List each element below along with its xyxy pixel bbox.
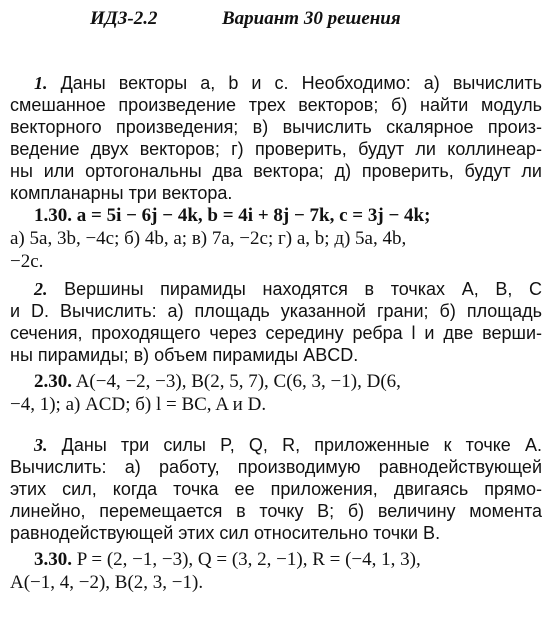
problem-2-statement <box>10 278 542 366</box>
problem-3-statement <box>10 434 542 544</box>
problem-1-number: 1. <box>34 73 48 93</box>
task-2-number: 2.30. <box>34 371 72 392</box>
task-1-line: −2c. <box>10 251 44 272</box>
problem-1-line: 1. Даны векторы a, b и c. Необходимо: а) вычислить <box>34 73 542 93</box>
problem-2-line: и D. Вычислить: а) площадь указанной грани; б) площадь <box>10 301 542 321</box>
task-2-line: −4, 1); а) ACD; б) l = BC, A и D. <box>10 394 267 415</box>
problem-3-number: 3. <box>34 435 48 455</box>
task-3-line: 3.30. P = (2, −1, −3), Q = (3, 2, −1), R = (−4, 1, 3), <box>34 549 421 570</box>
task-1-line: а) 5a, 3b, −4c; б) 4b, a; в) 7a, −2c; г) a, b; д) 5a, 4b, <box>10 228 407 249</box>
problem-3-line: 3. Даны три силы P, Q, R, приложенные к точке A. <box>34 435 542 455</box>
task-2-line: 2.30. A(−4, −2, −3), B(2, 5, 7), C(6, 3, −1), D(6, <box>34 371 401 392</box>
problem-3-line: этих сил, когда точка ее приложения, двигаясь прямо- <box>10 479 542 499</box>
task-3-line: A(−1, 4, −2), B(2, 3, −1). <box>10 572 204 593</box>
assignment-code: ИДЗ-2.2 <box>90 8 158 29</box>
task-2-30 <box>10 370 542 416</box>
problem-1-line: смешанное произведение трех векторов; б) найти модуль <box>10 95 542 115</box>
problem-3-line: Вычислить: а) работу, производимую равнодействующей <box>10 457 542 477</box>
problem-2-line: 2. Вершины пирамиды находятся в точках A, B, C <box>34 279 542 299</box>
problem-1-line: ведение двух векторов; г) проверить, будут ли коллинеар- <box>10 139 542 159</box>
problem-1-statement <box>10 72 542 204</box>
problem-1-line: компланарны три вектора. <box>10 183 233 203</box>
task-1-line: 1.30. a = 5i − 6j − 4k, b = 4i + 8j − 7k, c = 3j − 4k; <box>34 205 431 226</box>
problem-3-line: равнодействующей этих сил относительно точки B. <box>10 523 441 543</box>
problem-1-line: векторного произведения; в) вычислить скалярное произ- <box>10 117 542 137</box>
variant-title: Вариант 30 решения <box>222 8 401 29</box>
task-1-number: 1.30. <box>34 205 72 226</box>
problem-2-number: 2. <box>34 279 48 299</box>
problem-3-line: линейно, перемещается в точку B; б) величину момента <box>10 501 542 521</box>
problem-2-line: сечения, проходящего через середину ребра l и две верши- <box>10 323 542 343</box>
task-3-30 <box>10 548 542 594</box>
problem-2-line: ны пирамиды; в) объем пирамиды ABCD. <box>10 345 359 365</box>
task-1-30 <box>10 204 542 273</box>
task-3-number: 3.30. <box>34 549 72 570</box>
page-header <box>0 8 553 36</box>
problem-1-line: ны или ортогональны два вектора; д) проверить, будут ли <box>10 161 542 181</box>
